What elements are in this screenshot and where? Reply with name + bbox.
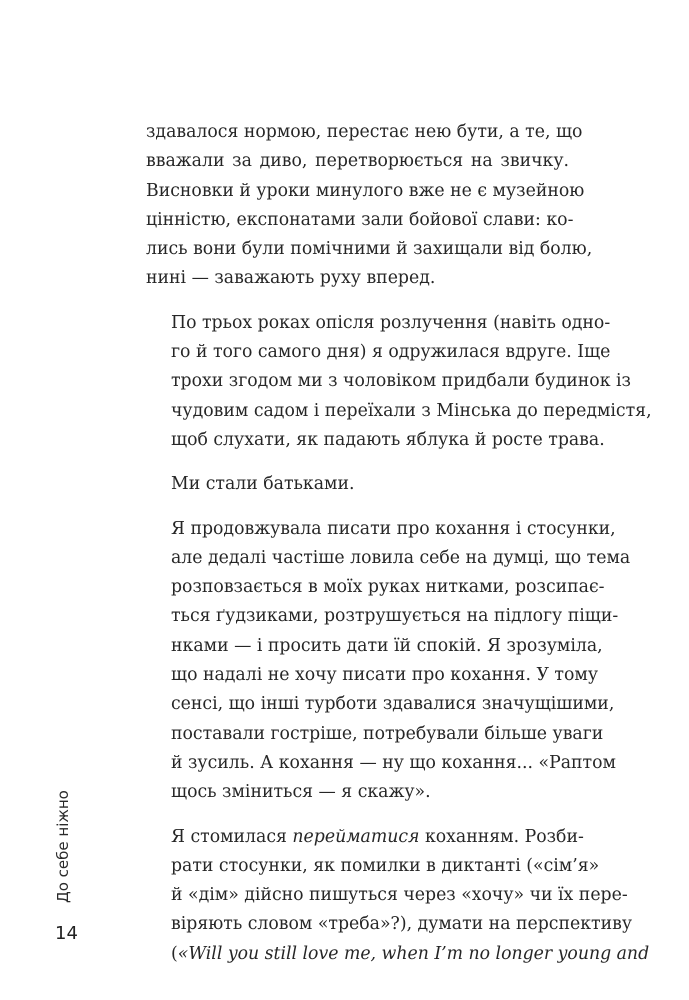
text-line: ться ґудзиками, розтрушується на підлогу піщи- [171, 606, 619, 627]
running-book-title: До себе ніжно [54, 790, 72, 903]
paragraph-2 [146, 309, 652, 455]
paragraph-3 [146, 470, 569, 499]
text-line: й зусиль. А кохання — ну що кохання... «Раптом [171, 752, 616, 773]
text-line: нками — і просить дати їй спокій. Я зрозуміла, [171, 635, 603, 656]
emphasized-word: перейматися [292, 826, 420, 847]
paragraph-5 [146, 823, 650, 969]
text-line: поставали гостріше, потребували більше уваги [171, 723, 604, 744]
text-line: віряють словом «треба»?), думати на перспективу [171, 914, 632, 935]
text-line: рати стосунки, як помилки в диктанті («сім’я» [171, 855, 600, 876]
text-line-italic-quote: («Will you still love me, when I’m no longer young and [171, 943, 650, 964]
text-line: чудовим садом і переїхали з Мінська до передмістя, [171, 400, 652, 421]
text-line: трохи згодом ми з чоловіком придбали будинок із [171, 371, 631, 392]
paragraph-4 [146, 515, 631, 808]
text-line: розповзається в моїх руках нитками, розсипає- [171, 577, 605, 598]
paragraph-1 [146, 118, 593, 294]
text-line: Ми стали батьками. [171, 474, 355, 495]
italic-quote: «Will you still love me, when I’m no longer young and [177, 943, 650, 964]
text-line: цінністю, експонатами зали бойової слави: ко- [146, 209, 574, 230]
text-line: щось зміниться — я скажу». [171, 782, 431, 803]
text-line: але дедалі частіше ловила себе на думці, що тема [171, 547, 631, 568]
text-line: здавалося нормою, перестає нею бути, а те, що [146, 122, 583, 142]
text-line: щоб слухати, як падають яблука й росте трава. [171, 429, 605, 450]
text-line: По трьох роках опісля розлучення (навіть одно- [171, 312, 611, 333]
text-line-with-emphasis: Я стомилася перейматися коханням. Розби- [171, 826, 584, 847]
text-line: Висновки й уроки минулого вже не є музейною [146, 180, 585, 201]
text-line: го й того самого дня) я одружилася вдруге. Іще [171, 342, 611, 363]
text-line: Я продовжувала писати про кохання і стосунки, [171, 518, 616, 539]
text-line: лись вони були помічними й захищали від болю, [146, 239, 593, 260]
text-line: сенсі, що інші турботи здавалися значущішими, [171, 694, 615, 715]
text-line: вважали за диво, перетворюється на звичку. [146, 151, 569, 172]
text-line: й «дім» дійсно пишуться через «хочу» чи їх пере- [171, 885, 628, 906]
text-line: що надалі не хочу писати про кохання. У тому [171, 665, 599, 686]
text-line: нині — заважають руху вперед. [146, 268, 436, 289]
body-text [146, 118, 652, 984]
page-number: 14 [55, 923, 78, 944]
